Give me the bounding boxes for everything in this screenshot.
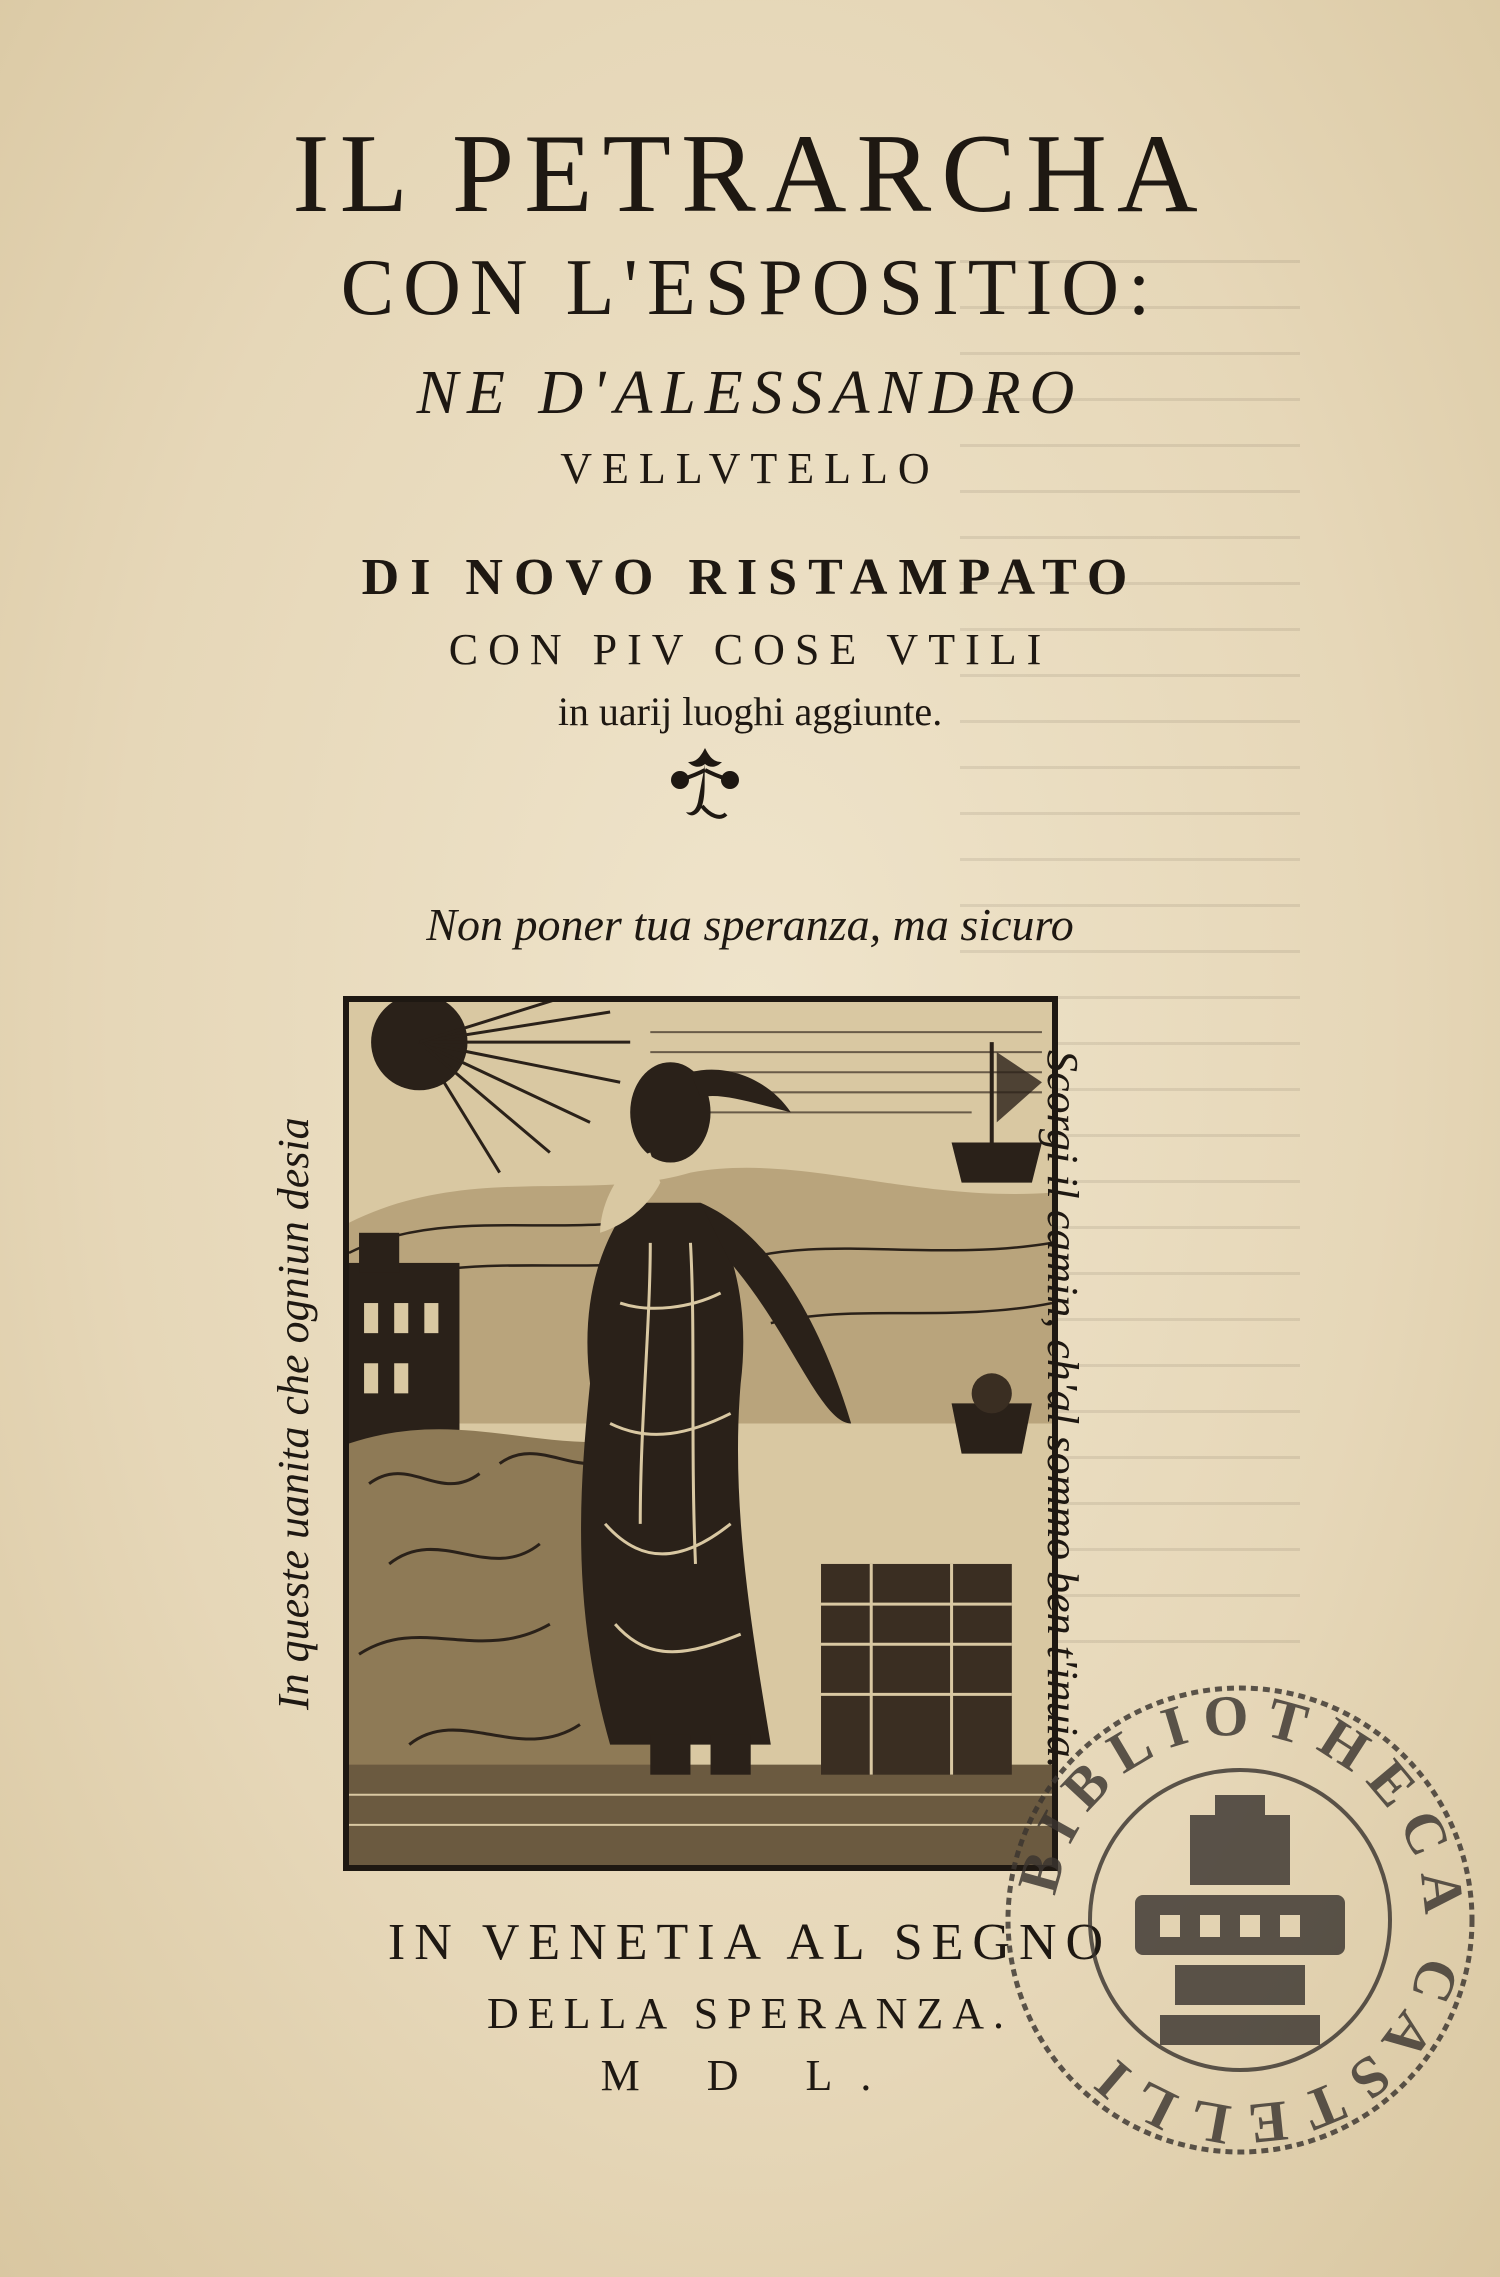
title-line-1: IL PETRARCHA bbox=[292, 112, 1208, 236]
library-stamp-icon bbox=[1000, 1680, 1480, 2160]
subtitle-line-1: DI NOVO RISTAMPATO bbox=[361, 549, 1139, 606]
woodcut-motto-left: In queste uanita che ogniun desia bbox=[269, 1117, 318, 1710]
imprint-year: M D L. bbox=[600, 2051, 900, 2100]
woodcut-illustration bbox=[343, 996, 1058, 1871]
imprint-line-1: IN VENETIA AL SEGNO bbox=[387, 1914, 1113, 1971]
title-line-3: NE D'ALESSANDRO bbox=[416, 359, 1084, 427]
fleuron-icon bbox=[660, 740, 750, 830]
woodcut-scene bbox=[349, 1002, 1052, 1865]
subtitle-line-3: in uarij luoghi aggiunte. bbox=[557, 689, 943, 734]
woodcut-motto-top: Non poner tua speranza, ma sicuro bbox=[426, 899, 1074, 950]
imprint-line-2: DELLA SPERANZA. bbox=[486, 1989, 1014, 2038]
subtitle-line-2: CON PIV COSE VTILI bbox=[448, 625, 1052, 674]
stamp-ring-text: BIBLIOTHECA CASTELLI bbox=[1004, 1682, 1479, 2159]
woodcut-motto-right: Scorgi il camin, ch'al sommo ben t'inuia. bbox=[1038, 1050, 1087, 1769]
title-line-2: CON L'ESPOSITIO: bbox=[340, 244, 1160, 332]
title-line-4: VELLVTELLO bbox=[560, 444, 940, 493]
